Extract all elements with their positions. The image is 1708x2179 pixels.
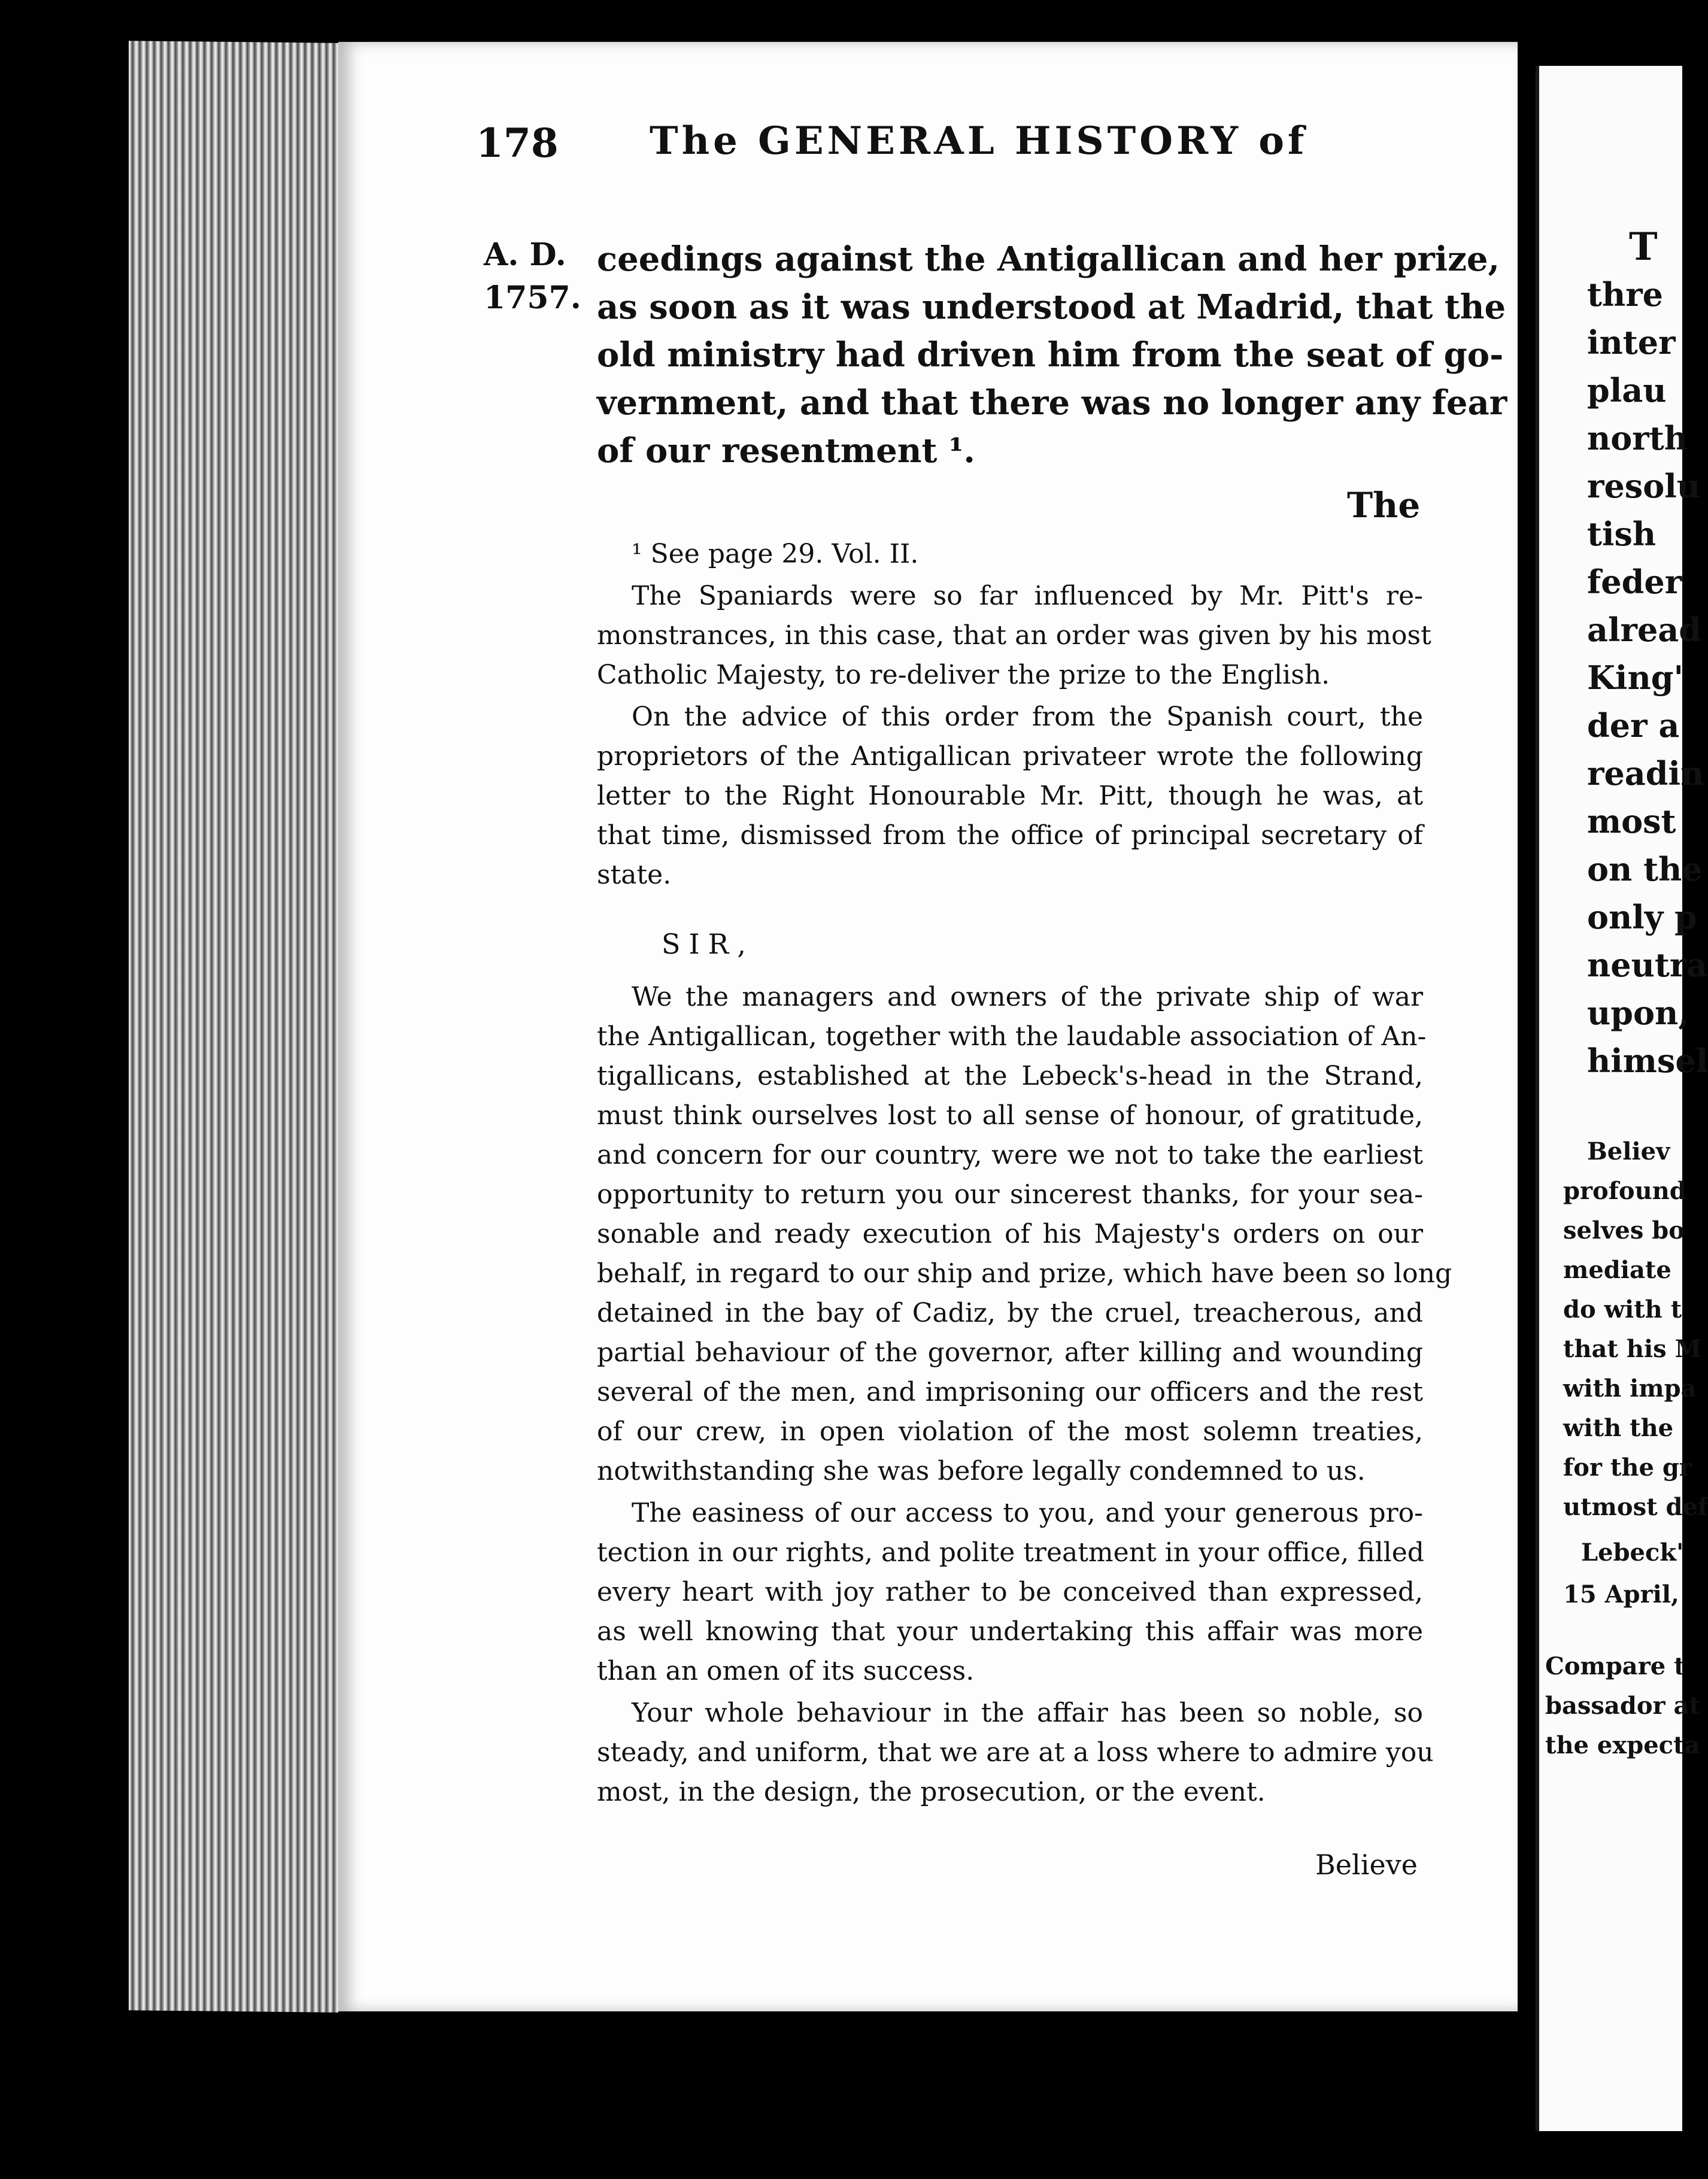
footnote-catchword: Believe [1315,1849,1418,1881]
right-page-line: with impa [1563,1374,1697,1403]
letter-line: detained in the bay of Cadiz, by the cruel, treacherous, and [597,1298,1423,1328]
right-page-line: Lebeck' [1581,1538,1684,1567]
footnote-line: that time, dismissed from the office of principal secretary of [597,820,1423,851]
right-page-line: mediate [1563,1256,1671,1284]
running-head: The GENERAL HISTORY of [650,119,1308,163]
letter-line: steady, and uniform, that we are at a loss where to admire you [597,1737,1434,1768]
letter-line: and concern for our country, were we not to take the earliest [597,1140,1423,1170]
right-page-line: plau [1587,371,1667,409]
footnote-line: monstrances, in this case, that an order was given by his most [597,620,1431,651]
letter-line: The easiness of our access to you, and your generous pro- [632,1498,1423,1528]
letter-line: must think ourselves lost to all sense of honour, of gratitude, [597,1100,1423,1131]
right-page-line: resolu [1587,467,1700,505]
right-page-line: the expecta [1545,1731,1700,1759]
page-number: 178 [476,120,559,166]
right-page-line: upon, [1587,994,1690,1032]
right-page-line: tish [1587,515,1657,553]
right-page-line: der a [1587,706,1680,745]
right-page-line: do with t [1563,1295,1682,1324]
letter-line: Your whole behaviour in the affair has been so noble, so [632,1698,1423,1728]
footnote-line: proprietors of the Antigallican privateer wrote the following [597,741,1423,772]
letter-line: partial behaviour of the governor, after killing and wounding [597,1337,1423,1368]
footnote-line: state. [597,860,672,890]
letter-line: tigallicans, established at the Lebeck's-head in the Strand, [597,1061,1423,1091]
footnote-line: The Spaniards were so far influenced by Mr. Pitt's re- [632,581,1423,611]
letter-line: of our crew, in open violation of the most solemn treaties, [597,1416,1423,1447]
letter-line: than an omen of its success. [597,1656,975,1686]
right-page-line: readin [1587,754,1704,793]
right-page-line: thre [1587,275,1664,314]
letter-line: most, in the design, the prosecution, or the event. [597,1777,1266,1807]
footnote-line: letter to the Right Honourable Mr. Pitt, though he was, at [597,781,1423,811]
letter-line: behalf, in regard to our ship and prize, which have been so long [597,1258,1452,1289]
letter-line: sonable and ready execution of his Majesty's orders on our [597,1219,1423,1249]
right-page-line: utmost def [1563,1493,1708,1521]
body-line: vernment, and that there was no longer any fear [597,383,1507,423]
right-page-line: profound [1563,1177,1686,1205]
right-page-line: only p [1587,898,1697,936]
right-page-line: inter [1587,323,1676,362]
right-page-line: alread [1587,611,1702,649]
footnote-line: ¹ See page 29. Vol. II. [632,539,919,569]
right-page-line: for the gr [1563,1453,1692,1482]
left-page [338,42,1518,2011]
right-page-line: feder [1587,563,1682,601]
right-page-line: neutra [1587,946,1708,984]
right-page-line: Believ [1587,1137,1670,1166]
right-page-line: north [1587,419,1688,457]
catchword: The [1347,485,1421,526]
body-line: old ministry had driven him from the seat of go- [597,335,1504,375]
letter-line: opportunity to return you our sincerest thanks, for your sea- [597,1179,1423,1210]
footnote-line: On the advice of this order from the Spanish court, the [632,702,1423,732]
right-page-line: 15 April, [1563,1580,1679,1609]
right-page-line: that his M [1563,1335,1701,1363]
letter-line: as well knowing that your undertaking this affair was more [597,1616,1423,1647]
right-page-line: with the [1563,1414,1674,1442]
right-page-fragment [1536,66,1708,2131]
book-page-edges [129,41,338,2013]
right-page-line: King' [1587,658,1683,697]
margin-date-note: A. D. 1757. [484,236,581,316]
right-page-line: Compare t [1545,1652,1685,1680]
right-page-line: on the [1587,850,1703,888]
letter-salutation: SIR, [662,928,754,960]
footnote-line: Catholic Majesty, to re-deliver the prize to the English. [597,660,1330,690]
right-page-line: selves bo [1563,1216,1685,1245]
right-page-line: himsel [1587,1042,1708,1080]
letter-line: several of the men, and imprisoning our officers and the rest [597,1377,1423,1407]
body-line: of our resentment ¹. [597,431,975,471]
letter-line: tection in our rights, and polite treatment in your office, filled [597,1537,1424,1568]
letter-line: the Antigallican, together with the laudable association of An- [597,1021,1427,1052]
letter-line: every heart with joy rather to be conceived than expressed, [597,1577,1423,1607]
body-line: as soon as it was understood at Madrid, that the [597,287,1506,327]
right-page-line: most [1587,802,1676,840]
right-page-line: bassador at [1545,1692,1700,1720]
letter-line: notwithstanding she was before legally condemned to us. [597,1456,1366,1486]
letter-line: We the managers and owners of the private ship of war [632,982,1423,1012]
body-line: ceedings against the Antigallican and her prize, [597,239,1500,279]
right-page-line: T [1629,224,1658,269]
